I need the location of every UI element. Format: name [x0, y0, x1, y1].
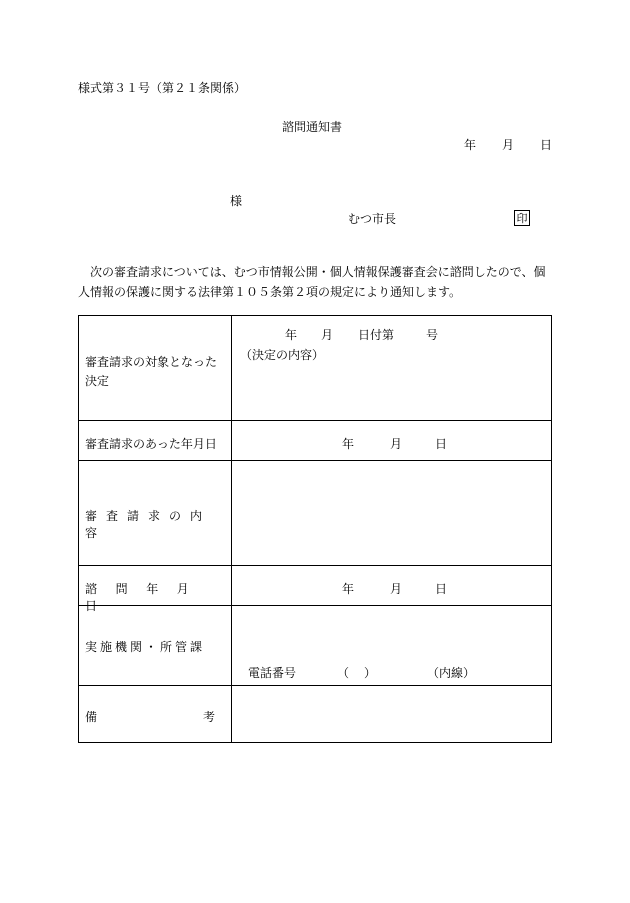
date-month: 月: [502, 138, 515, 152]
row3-value-cell: [232, 461, 552, 566]
row1-label-cell: [79, 316, 232, 421]
phone-paren-close: ）: [364, 666, 377, 680]
date-header: [464, 139, 552, 151]
row2-month: 月: [390, 437, 403, 451]
row2-label: 審査請求のあった年月日: [85, 437, 217, 451]
issuer: むつ市長: [348, 212, 397, 226]
row4-label: 諮問年月日: [85, 582, 208, 613]
row6-label-cell: [79, 686, 232, 743]
row1-value-cell: [232, 316, 552, 421]
row1-year: 年: [285, 328, 298, 342]
seal-mark: 印: [514, 210, 530, 226]
row4-value-cell: [232, 566, 552, 606]
row2-label-cell: [79, 421, 232, 461]
row6-value-cell: [232, 686, 552, 743]
phone-label: 電話番号: [248, 666, 297, 680]
row5-label-cell: [79, 606, 232, 686]
row2-value-cell: [232, 421, 552, 461]
row4-label-cell: [79, 566, 232, 613]
row2-day: 日: [435, 437, 448, 451]
row1-month: 月: [321, 328, 334, 342]
row1-label: 審査請求の対象となった決定: [85, 355, 218, 388]
remarks-label-left: 備: [85, 710, 98, 724]
row1-date-suffix: 日付第: [358, 328, 395, 342]
form-number: 様式第３１号（第２１条関係）: [78, 81, 247, 95]
phone-paren-open: （: [337, 666, 350, 680]
table-row: [79, 461, 552, 566]
row2-year: 年: [342, 437, 355, 451]
addressee-suffix: 様: [230, 194, 243, 208]
table-row: [79, 686, 552, 743]
date-year: 年: [464, 138, 477, 152]
row3-label-cell: [79, 461, 232, 566]
row4-year: 年: [342, 582, 355, 596]
decision-note: （決定の内容）: [240, 348, 325, 362]
table-row: [79, 566, 552, 606]
table-row: [79, 316, 552, 421]
table-row: [79, 421, 552, 461]
row5-value-cell: [232, 606, 552, 686]
row4-day: 日: [435, 582, 448, 596]
row1-number-suffix: 号: [426, 328, 439, 342]
row3-label: 審査請求の内容: [85, 509, 212, 540]
notice-table: [78, 315, 552, 743]
table-row: [79, 606, 552, 686]
date-day: 日: [540, 138, 553, 152]
row5-label: 実施機関・所管課: [85, 640, 206, 654]
remarks-label-right: 考: [202, 710, 215, 724]
document-title: 諮問通知書: [282, 120, 343, 134]
phone-extension: （内線）: [427, 666, 476, 680]
row4-month: 月: [390, 582, 403, 596]
row6-label: [85, 708, 215, 725]
body-text: 次の審査請求については、むつ市情報公開・個人情報保護審査会に諮問したので、個人情報の保護に関する法律第１０５条第２項の規定により通知します。: [78, 265, 546, 299]
